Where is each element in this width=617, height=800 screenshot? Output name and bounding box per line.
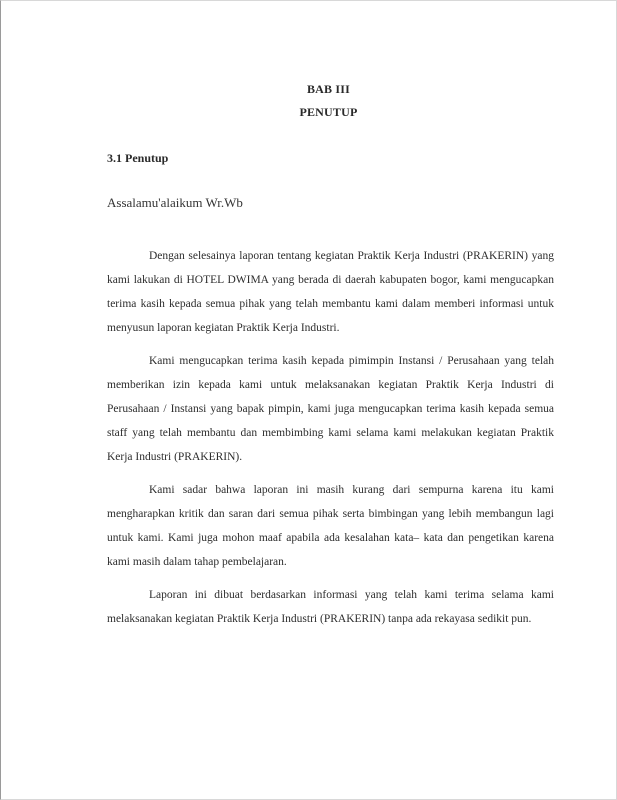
chapter-title: PENUTUP	[299, 105, 358, 119]
chapter-number: BAB III	[306, 82, 351, 96]
paragraph: Kami mengucapkan terima kasih kepada pimimpin Instansi / Perusahaan yang telah memberikan izin kepada kami untuk melaksanakan kegiatan Praktik Kerja Industri di Perusahaan / Instansi yang bapak pimpin, kami juga mengucapkan terima kasih kepada semua staff yang telah membantu dan membimbing kami selama kami melakukan kegiatan Praktik Kerja Industri (PRAKERIN).	[107, 355, 554, 463]
paragraph: Dengan selesainya laporan tentang kegiatan Praktik Kerja Industri (PRAKERIN) yang kami lakukan di HOTEL DWIMA yang berada di daerah kabupaten bogor, kami mengucapkan terima kasih kepada semua pihak yang telah membantu kami dalam memberi informasi untuk menyusun laporan kegiatan Praktik Kerja Industri.	[107, 250, 554, 334]
greeting-text: Assalamu'alaikum Wr.Wb	[107, 195, 243, 210]
section-heading: 3.1 Penutup	[107, 151, 169, 165]
paragraph: Laporan ini dibuat berdasarkan informasi yang telah kami terima selama kami melaksanakan kegiatan Praktik Kerja Industri (PRAKERIN) tanpa ada rekayasa sedikit pun.	[107, 589, 554, 625]
paragraph: Kami sadar bahwa laporan ini masih kurang dari sempurna karena itu kami mengharapkan kritik dan saran dari semua pihak serta bimbingan yang lebih membangun lagi untuk kami. Kami juga mohon maaf apabila ada kesalahan kata– kata dan pengetikan karena kami masih dalam tahap pembelajaran.	[107, 484, 554, 568]
document-body	[107, 244, 554, 640]
